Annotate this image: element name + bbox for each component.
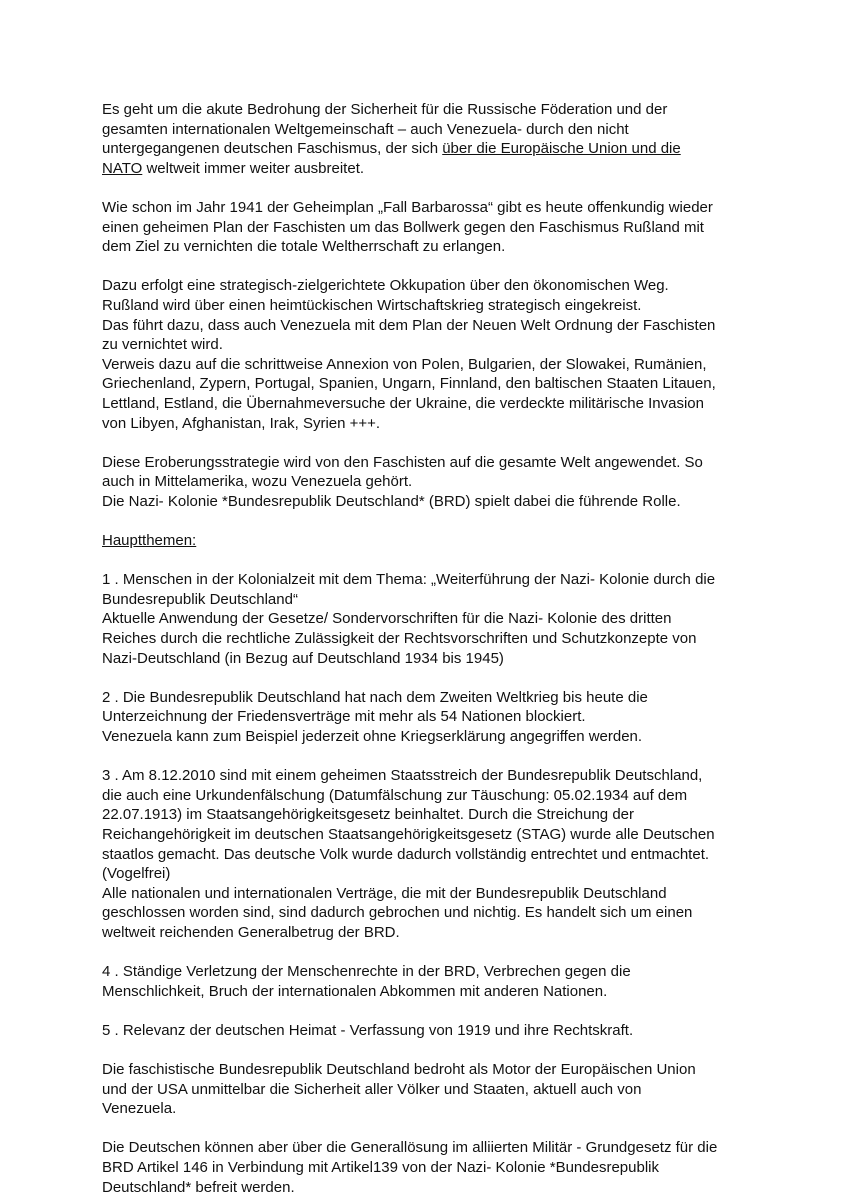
text-line xyxy=(102,707,752,727)
text-line xyxy=(102,1080,752,1100)
text-segment: 2 . Die Bundesrepublik Deutschland hat nach dem Zweiten Weltkrieg bis heute die xyxy=(102,688,648,706)
paragraph-spacer xyxy=(102,257,752,277)
paragraph-spacer xyxy=(102,747,752,767)
text-segment: von Libyen, Afghanistan, Irak, Syrien +++. xyxy=(102,414,381,432)
document-body xyxy=(102,100,752,1197)
text-segment: Nazi-Deutschland (in Bezug auf Deutschland 1934 bis 1945) xyxy=(102,649,504,667)
text-segment: 1 . Menschen in der Kolonialzeit mit dem Thema: „Weiterführung der Nazi- Kolonie durch die xyxy=(102,571,716,589)
paragraph-spacer xyxy=(102,668,752,688)
text-line xyxy=(102,159,752,179)
text-line xyxy=(102,590,752,610)
text-line xyxy=(102,805,752,825)
text-line xyxy=(102,1060,752,1080)
text-segment: weltweit reichenden Generalbetrug der BRD. xyxy=(102,923,400,941)
text-line xyxy=(102,825,752,845)
text-line xyxy=(102,982,752,1002)
text-line xyxy=(102,884,752,904)
text-segment: Dazu erfolgt eine strategisch-zielgerichtete Okkupation über den ökonomischen Weg. xyxy=(102,277,669,295)
text-line xyxy=(102,198,752,218)
paragraph xyxy=(102,570,752,668)
text-line xyxy=(102,316,752,336)
paragraph xyxy=(102,453,752,512)
text-segment: Venezuela. xyxy=(102,1100,177,1118)
text-segment: Unterzeichnung der Friedensverträge mit mehr als 54 Nationen blockiert. xyxy=(102,708,586,726)
paragraph-spacer xyxy=(102,1001,752,1021)
text-segment: Bundesrepublik Deutschland“ xyxy=(102,590,298,608)
text-line xyxy=(102,629,752,649)
paragraph xyxy=(102,1060,752,1119)
text-segment: auch in Mittelamerika, wozu Venezuela gehört. xyxy=(102,473,413,491)
text-line xyxy=(102,786,752,806)
text-segment: geschlossen worden sind, sind dadurch gebrochen und nichtig. Es handelt sich um einen xyxy=(102,904,693,922)
text-line xyxy=(102,120,752,140)
text-segment: Reiches durch die rechtliche Zulässigkeit der Rechtsvorschriften und Schutzkonzepte von xyxy=(102,630,697,648)
text-line xyxy=(102,1021,752,1041)
text-line xyxy=(102,414,752,434)
text-line xyxy=(102,1158,752,1178)
text-line xyxy=(102,923,752,943)
underlined-text: über die Europäische Union und die xyxy=(442,140,681,158)
text-segment: Lettland, Estland, die Übernahmeversuche der Ukraine, die verdeckte militärische Invasion xyxy=(102,394,704,412)
text-segment: die auch eine Urkundenfälschung (Datumfälschung zur Täuschung: 05.02.1934 auf dem xyxy=(102,786,688,804)
text-segment: Wie schon im Jahr 1941 der Geheimplan „Fall Barbarossa“ gibt es heute offenkundig wieder xyxy=(102,198,713,216)
text-line xyxy=(102,218,752,238)
text-line xyxy=(102,609,752,629)
text-line xyxy=(102,276,752,296)
paragraph-spacer xyxy=(102,1119,752,1139)
paragraph xyxy=(102,766,752,942)
text-line xyxy=(102,237,752,257)
text-segment: Diese Eroberungsstrategie wird von den Faschisten auf die gesamte Welt angewendet. So xyxy=(102,453,703,471)
text-segment: Reichangehörigkeit im deutschen Staatsangehörigkeitsgesetz (STAG) wurde alle Deutschen xyxy=(102,825,715,843)
text-segment: weltweit immer weiter ausbreitet. xyxy=(142,159,365,177)
text-segment: Die Deutschen können aber über die Generallösung im alliierten Militär - Grundgesetz für die xyxy=(102,1139,718,1157)
paragraph xyxy=(102,688,752,747)
text-segment: Alle nationalen und internationalen Verträge, die mit der Bundesrepublik Deutschland xyxy=(102,884,667,902)
paragraph xyxy=(102,1138,752,1197)
text-line xyxy=(102,394,752,414)
paragraph xyxy=(102,198,752,257)
text-segment: Aktuelle Anwendung der Gesetze/ Sondervorschriften für die Nazi- Kolonie des dritten xyxy=(102,610,672,628)
text-line xyxy=(102,374,752,394)
text-segment: Die faschistische Bundesrepublik Deutschland bedroht als Motor der Europäischen Union xyxy=(102,1061,696,1079)
paragraph-spacer xyxy=(102,433,752,453)
text-segment: zu vernichtet wird. xyxy=(102,336,223,354)
text-line xyxy=(102,100,752,120)
text-segment: Verweis dazu auf die schrittweise Annexion von Polen, Bulgarien, der Slowakei, Rumänien, xyxy=(102,355,707,373)
text-segment: staatlos gemacht. Das deutsche Volk wurde dadurch vollständig entrechtet und entmachtet. xyxy=(102,845,710,863)
text-segment: untergegangenen deutschen Faschismus, der sich xyxy=(102,140,443,158)
text-segment: BRD Artikel 146 in Verbindung mit Artikel139 von der Nazi- Kolonie *Bundesrepublik xyxy=(102,1159,659,1177)
text-segment: 5 . Relevanz der deutschen Heimat - Verfassung von 1919 und ihre Rechtskraft. xyxy=(102,1021,634,1039)
paragraph xyxy=(102,1021,752,1041)
text-line xyxy=(102,727,752,747)
paragraph-spacer xyxy=(102,511,752,531)
paragraph-spacer xyxy=(102,551,752,571)
text-line xyxy=(102,903,752,923)
text-line xyxy=(102,139,752,159)
text-line xyxy=(102,335,752,355)
text-segment: Das führt dazu, dass auch Venezuela mit dem Plan der Neuen Welt Ordnung der Faschisten xyxy=(102,316,716,334)
text-segment: 4 . Ständige Verletzung der Menschenrechte in der BRD, Verbrechen gegen die xyxy=(102,963,631,981)
text-segment: Die Nazi- Kolonie *Bundesrepublik Deutschland* (BRD) spielt dabei die führende Rolle. xyxy=(102,492,681,510)
text-segment: 22.07.1913) im Staatsangehörigkeitsgesetz beinhaltet. Durch die Streichung der xyxy=(102,806,634,824)
text-segment: Menschlichkeit, Bruch der internationalen Abkommen mit anderen Nationen. xyxy=(102,982,608,1000)
paragraph xyxy=(102,276,752,433)
text-line xyxy=(102,296,752,316)
paragraph-spacer xyxy=(102,1041,752,1061)
text-segment: Venezuela kann zum Beispiel jederzeit ohne Kriegserklärung angegriffen werden. xyxy=(102,728,643,745)
text-line xyxy=(102,845,752,865)
text-line xyxy=(102,355,752,375)
text-segment: 3 . Am 8.12.2010 sind mit einem geheimen Staatsstreich der Bundesrepublik Deutschland, xyxy=(102,767,703,785)
paragraph xyxy=(102,962,752,1001)
text-segment: (Vogelfrei) xyxy=(102,865,171,883)
text-line xyxy=(102,453,752,473)
text-segment: Rußland wird über einen heimtückischen Wirtschaftskrieg strategisch eingekreist. xyxy=(102,296,642,314)
text-line xyxy=(102,531,752,551)
paragraph xyxy=(102,100,752,178)
paragraph-spacer xyxy=(102,943,752,963)
text-segment: dem Ziel zu vernichten die totale Weltherrschaft zu erlangen. xyxy=(102,238,506,256)
text-segment: Es geht um die akute Bedrohung der Sicherheit für die Russische Föderation und der xyxy=(102,101,668,118)
text-segment: gesamten internationalen Weltgemeinschaft – auch Venezuela- durch den nicht xyxy=(102,120,629,138)
text-line xyxy=(102,649,752,669)
text-line xyxy=(102,492,752,512)
text-line xyxy=(102,1099,752,1119)
text-segment: Deutschland* befreit werden. xyxy=(102,1178,295,1196)
paragraph-spacer xyxy=(102,178,752,198)
paragraph xyxy=(102,531,752,551)
text-line xyxy=(102,1178,752,1198)
text-line xyxy=(102,570,752,590)
text-line xyxy=(102,962,752,982)
text-line xyxy=(102,766,752,786)
text-line xyxy=(102,472,752,492)
text-segment: Griechenland, Zypern, Portugal, Spanien, Ungarn, Finnland, den baltischen Staaten Litauen, xyxy=(102,375,716,393)
underlined-text: NATO xyxy=(102,159,143,177)
text-line xyxy=(102,864,752,884)
text-line xyxy=(102,1138,752,1158)
text-segment: einen geheimen Plan der Faschisten um das Bollwerk gegen den Faschismus Rußland mit xyxy=(102,218,704,236)
text-line xyxy=(102,688,752,708)
underlined-text: Hauptthemen: xyxy=(102,532,197,550)
text-segment: und der USA unmittelbar die Sicherheit aller Völker und Staaten, aktuell auch von xyxy=(102,1080,642,1098)
